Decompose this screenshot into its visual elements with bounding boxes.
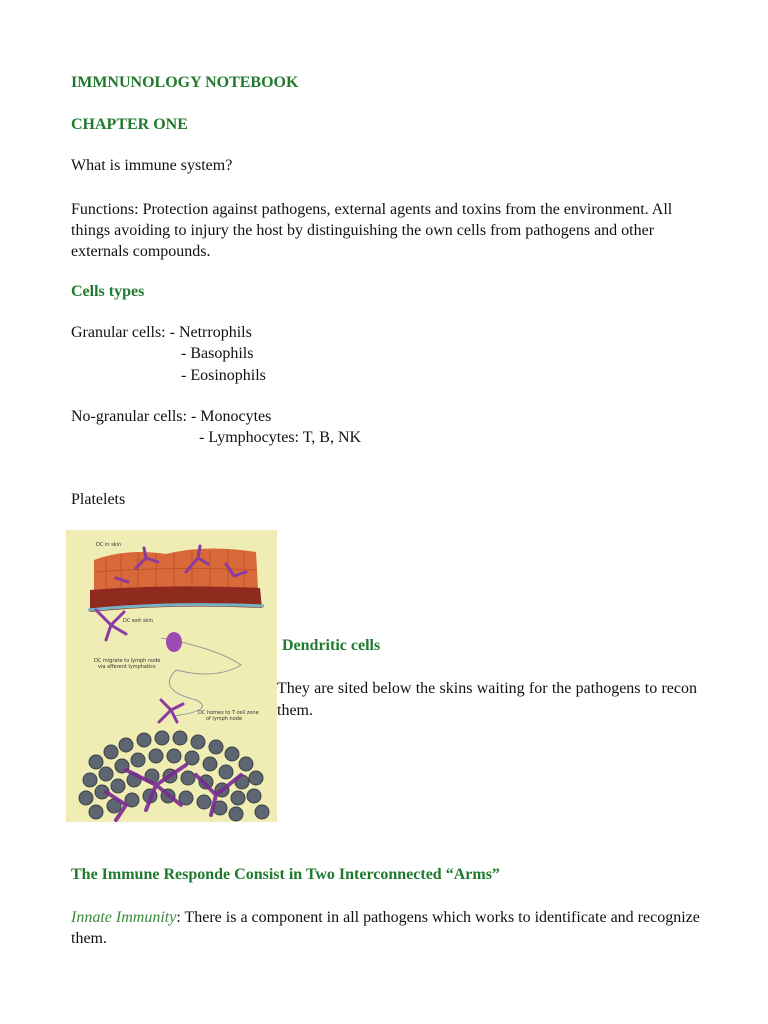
nongranular-cells-item: - Lymphocytes: T, B, NK [199,429,362,446]
arms-heading: The Immune Responde Consist in Two Interconnected “Arms” [71,866,500,883]
figure-label: via afferent lymphatics [98,664,156,670]
innate-immunity-term: Innate Immunity [71,909,177,926]
figure-label: DC in skin [96,542,122,548]
granular-cells-item: - Basophils [181,345,254,362]
figure-label: of lymph node [206,716,243,722]
platelets-text: Platelets [71,491,126,508]
innate-immunity-paragraph [71,907,701,949]
figure-label: DC homes to T cell zone [198,710,259,716]
chapter-heading: CHAPTER ONE [71,116,188,133]
cells-types-heading: Cells types [71,283,145,300]
figure-label: DC migrate to lymph node [94,658,161,664]
document-title: IMMNUNOLOGY NOTEBOOK [71,74,299,91]
nongranular-cells-line: No-granular cells: - Monocytes [71,408,272,425]
dendritic-cells-figure [66,530,277,822]
functions-paragraph: Functions: Protection against pathogens, external agents and toxins from the environment. All things avoiding to injury the host by distinguishing the own cells from pathogens and other externals compounds. [71,201,673,260]
figure-label: DC exit skin [123,618,153,624]
dendritic-cells-text: They are sited below the skins waiting for the pathogens to recon them. [277,680,697,719]
granular-cells-item: - Eosinophils [181,367,266,384]
dendritic-cells-heading: Dendritic cells [282,637,381,654]
question-text: What is immune system? [71,157,233,174]
innate-immunity-text: : There is a component in all pathogens which works to identificate and recognize them. [71,909,700,947]
granular-cells-line: Granular cells: - Netrrophils [71,324,252,341]
